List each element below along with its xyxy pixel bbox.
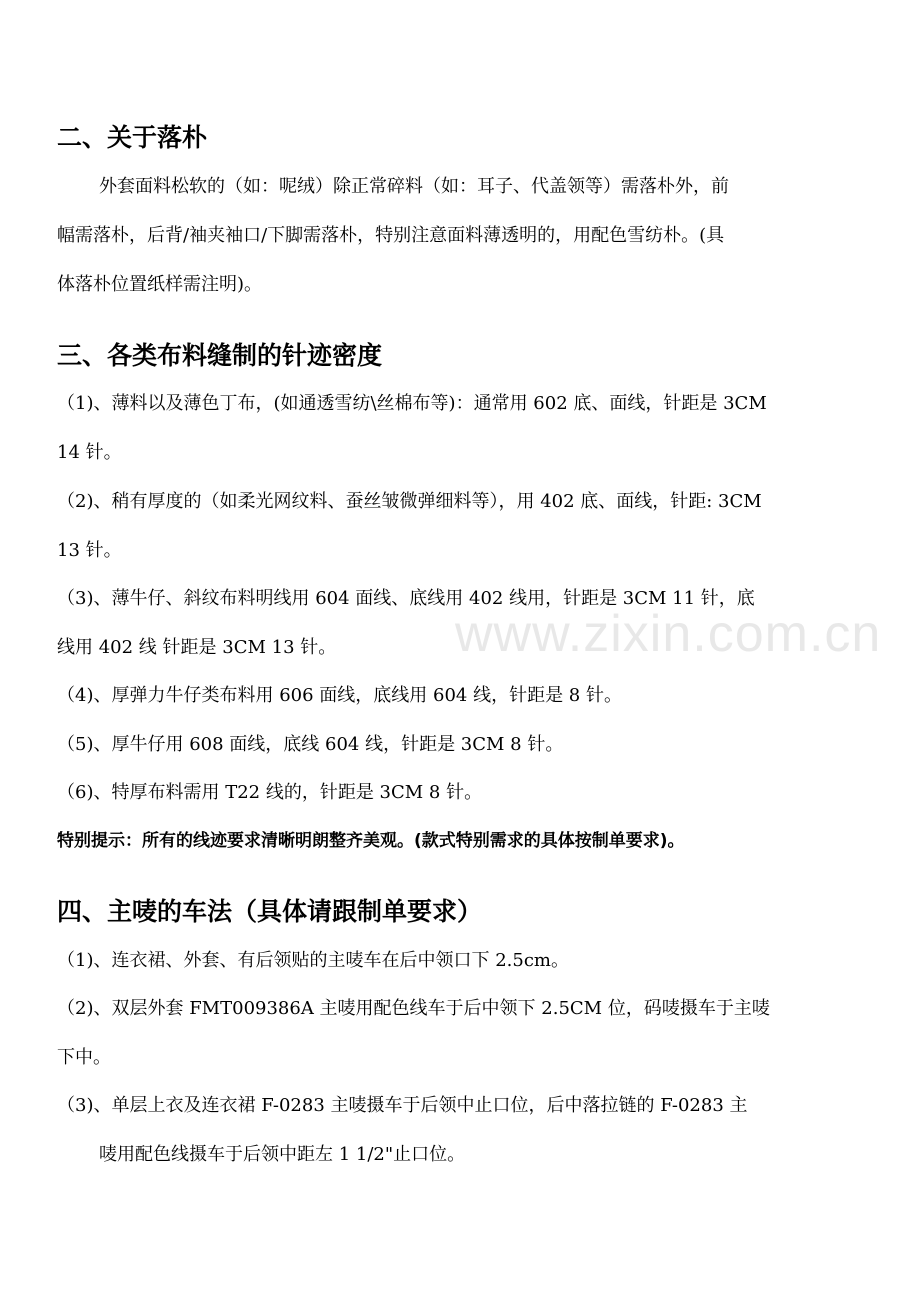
section2-line-2: 幅需落朴，后背/袖夹袖口/下脚需落朴，特别注意面料薄透明的，用配色雪纺朴。(具 [57,225,725,246]
section3-line-3: （2)、稍有厚度的（如柔光网纹料、蚕丝皱微弹细料等），用 402 底、面线，针距: 3CM [57,491,762,512]
section2-line-3: 体落朴位置纸样需注明)。 [57,274,263,295]
section4-line-4: （3)、单层上衣及连衣裙 F-0283 主唛摄车于后领中止口位，后中落拉链的 F-0283 主 [57,1095,748,1116]
section3-line-1: （1)、薄料以及薄色丁布，(如通透雪纺\丝棉布等)：通常用 602 底、面线，针距是 3CM [57,393,767,414]
section4-line-5: 唛用配色线摄车于后领中距左 1 1/2"止口位。 [99,1144,466,1165]
section3-line-9: （6)、特厚布料需用 T22 线的，针距是 3CM 8 针。 [57,782,483,803]
section4-line-2: （2)、双层外套 FMT009386A 主唛用配色线车于后中领下 2.5CM 位，码唛摄车于主唛 [57,998,770,1019]
watermark: www.zixin.com.cn [455,605,882,663]
section4-heading: 四、主唛的车法（具体请跟制单要求） [57,897,483,926]
section3-line-6: 线用 402 线 针距是 3CM 13 针。 [57,637,337,658]
section2-line-1: 外套面料松软的（如：呢绒）除正常碎料（如：耳子、代盖领等）需落朴外，前 [99,176,729,197]
section3-heading: 三、各类布料缝制的针迹密度 [57,341,383,370]
section3-line-4: 13 针。 [57,540,122,561]
section4-line-1: （1)、连衣裙、外套、有后领贴的主唛车在后中领口下 2.5cm。 [57,950,569,971]
section3-line-8: （5)、厚牛仔用 608 面线，底线 604 线，针距是 3CM 8 针。 [57,734,564,755]
section4-line-3: 下中。 [57,1047,111,1068]
section3-note: 特别提示：所有的线迹要求清晰明朗整齐美观。(款式特别需求的具体按制单要求)。 [57,831,685,851]
section2-heading: 二、关于落朴 [57,123,208,152]
section3-line-5: （3)、薄牛仔、斜纹布料明线用 604 面线、底线用 402 线用，针距是 3CM 11 针，底 [57,588,755,609]
section3-line-7: （4)、厚弹力牛仔类布料用 606 面线，底线用 604 线，针距是 8 针。 [57,685,622,706]
section3-line-2: 14 针。 [57,442,122,463]
